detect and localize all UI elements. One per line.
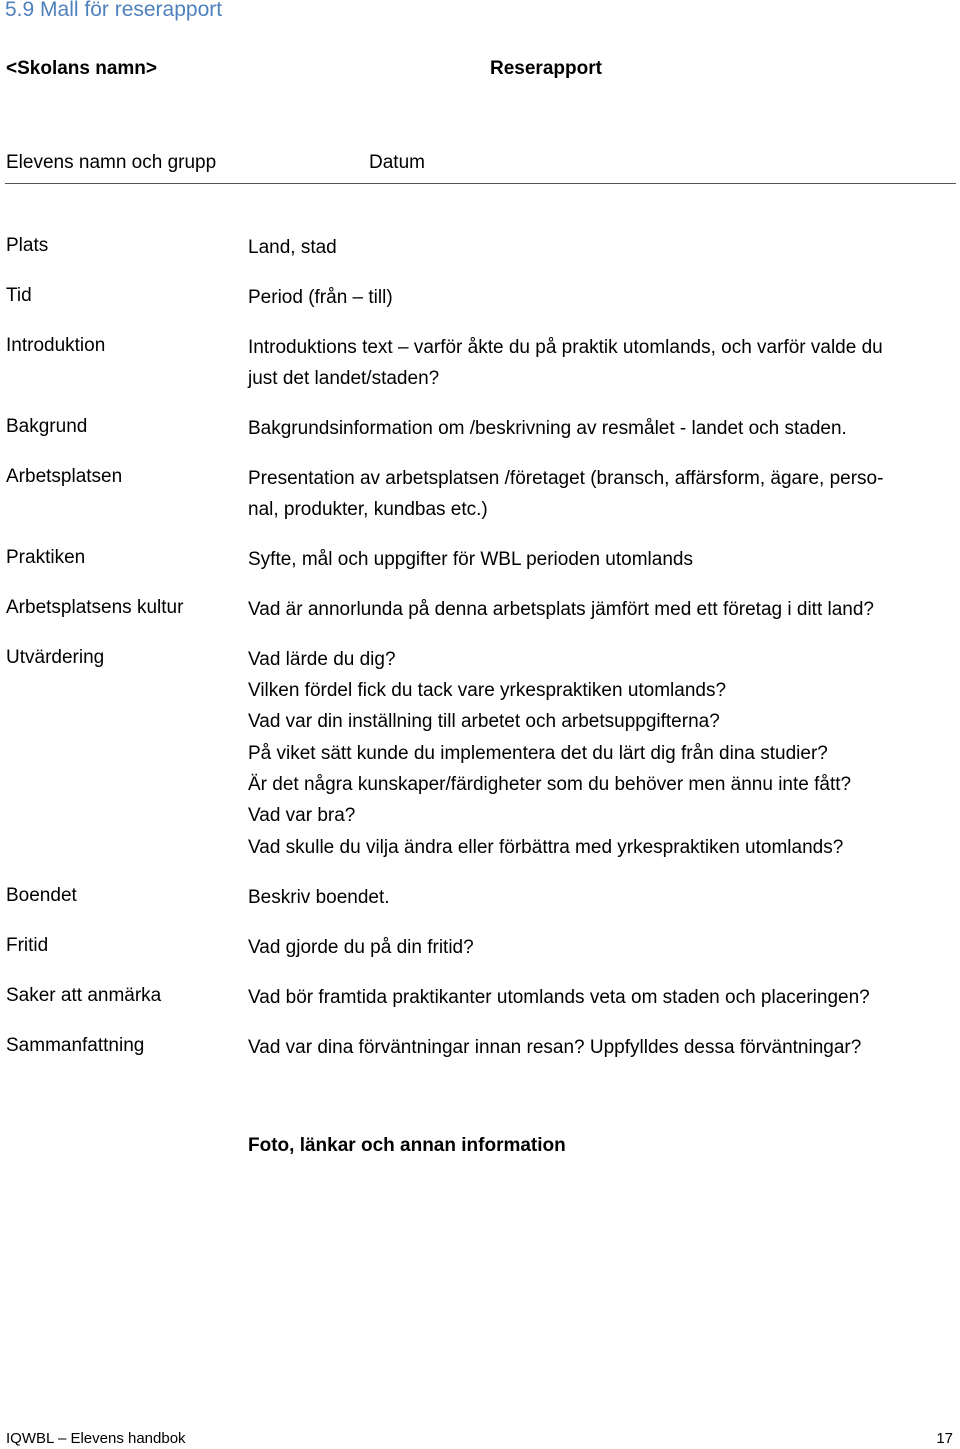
row-text-arbetsplatsen: Presentation av arbetsplatsen /företaget (bransch, affärsform, ägare, perso-: [248, 468, 884, 489]
student-name-group-label: Elevens namn och grupp: [6, 152, 217, 173]
row-text-praktiken: Syfte, mål och uppgifter för WBL perioden utomlands: [248, 549, 693, 570]
row-text-bakgrund: Bakgrundsinformation om /beskrivning av resmålet - landet och staden.: [248, 418, 847, 439]
row-text-plats: Land, stad: [248, 237, 337, 258]
row-label-sammanfattning: Sammanfattning: [6, 1035, 145, 1056]
school-name-placeholder: <Skolans namn>: [6, 58, 158, 79]
footer-handbook-title: IQWBL – Elevens handbok: [6, 1430, 186, 1447]
report-title: Reserapport: [490, 58, 602, 79]
row-label-fritid: Fritid: [6, 935, 49, 956]
row-text-utvardering-3: Vad var din inställning till arbetet och arbetsuppgifterna?: [248, 711, 720, 732]
row-text-saker-att-anmarka: Vad bör framtida praktikanter utomlands veta om staden och placeringen?: [248, 987, 870, 1008]
row-label-tid: Tid: [6, 285, 32, 306]
row-text-introduktion-cont: just det landet/staden?: [248, 368, 440, 389]
row-label-praktiken: Praktiken: [6, 547, 86, 568]
row-text-boendet: Beskriv boendet.: [248, 887, 390, 908]
row-text-sammanfattning: Vad var dina förväntningar innan resan? Uppfylldes dessa förväntningar?: [248, 1037, 862, 1058]
row-label-boendet: Boendet: [6, 885, 77, 906]
row-text-utvardering-6: Vad var bra?: [248, 805, 356, 826]
row-label-plats: Plats: [6, 235, 49, 256]
row-text-arbetsplatsens-kultur: Vad är annorlunda på denna arbetsplats jämfört med ett företag i ditt land?: [248, 599, 874, 620]
row-text-arbetsplatsen-cont: nal, produkter, kundbas etc.): [248, 499, 488, 520]
row-text-utvardering-5: Är det några kunskaper/färdigheter som du behöver men ännu inte fått?: [248, 774, 852, 795]
row-label-introduktion: Introduktion: [6, 335, 106, 356]
date-label: Datum: [369, 152, 425, 173]
row-text-tid: Period (från – till): [248, 287, 393, 308]
row-text-utvardering-2: Vilken fördel fick du tack vare yrkespraktiken utomlands?: [248, 680, 727, 701]
divider-line: [5, 183, 956, 184]
row-label-arbetsplatsens-kultur: Arbetsplatsens kultur: [6, 597, 184, 618]
row-text-utvardering-7: Vad skulle du vilja ändra eller förbättra med yrkespraktiken utomlands?: [248, 837, 844, 858]
row-text-utvardering-4: På viket sätt kunde du implementera det du lärt dig från dina studier?: [248, 743, 828, 764]
row-text-fritid: Vad gjorde du på din fritid?: [248, 937, 474, 958]
photo-links-heading: Foto, länkar och annan information: [248, 1135, 566, 1156]
row-label-saker-att-anmarka: Saker att anmärka: [6, 985, 162, 1006]
row-label-bakgrund: Bakgrund: [6, 416, 88, 437]
row-label-arbetsplatsen: Arbetsplatsen: [6, 466, 123, 487]
row-text-introduktion: Introduktions text – varför åkte du på praktik utomlands, och varför valde du: [248, 337, 883, 358]
row-label-utvardering: Utvärdering: [6, 647, 105, 668]
row-text-utvardering-1: Vad lärde du dig?: [248, 649, 396, 670]
section-title: 5.9 Mall för reserapport: [5, 0, 223, 21]
page-number: 17: [936, 1430, 953, 1447]
